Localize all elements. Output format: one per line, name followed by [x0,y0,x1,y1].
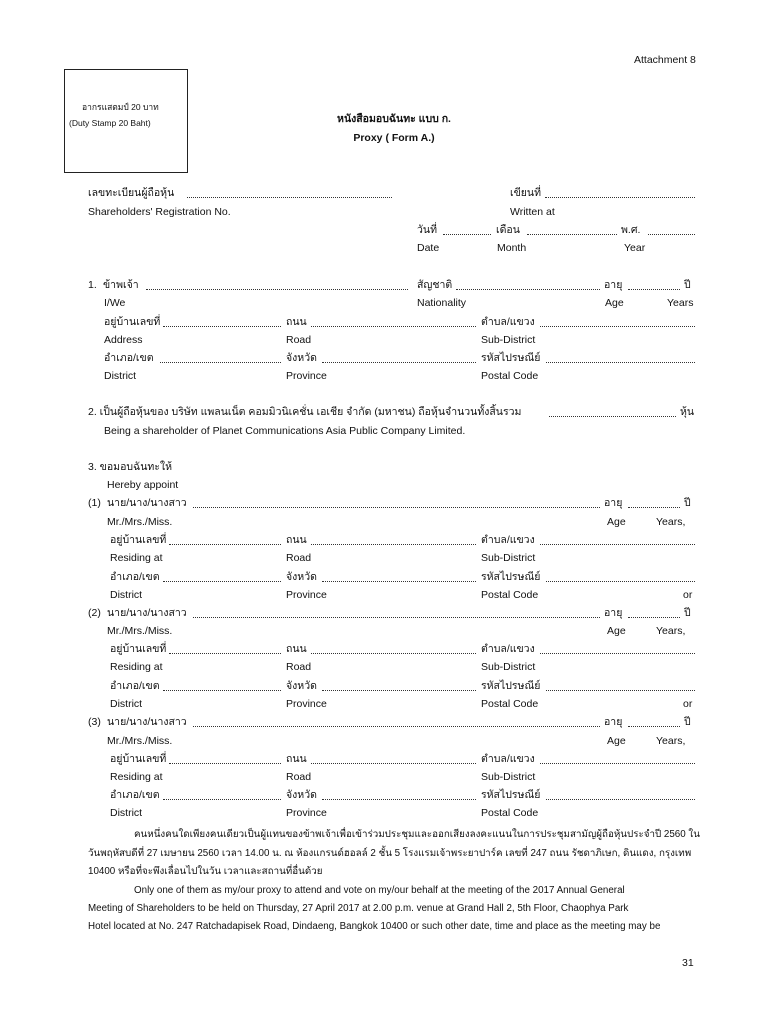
proxy-3-subdistrict-field[interactable] [540,763,695,764]
proxy-1-age-field[interactable] [628,507,680,508]
proxy-3-address-label-th: อยู่บ้านเลขที่ [110,753,167,765]
proxy-1-address-label-th: อยู่บ้านเลขที่ [110,534,167,546]
proxy-3-age-field[interactable] [628,726,680,727]
registration-label-en: Shareholders' Registration No. [88,206,231,218]
year-label-en: Year [624,242,646,254]
proxy-3-address-label-en: Residing at [110,771,163,783]
iwe-label-en: I/We [104,297,126,309]
proxy-1-years-label-en: Years, [656,516,686,528]
proxy-3-province-field[interactable] [322,799,476,800]
paragraph-en-line-1: Only one of them as my/our proxy to attend and vote on my/our behalf at the meeting of the 2017 Annual General [134,885,625,896]
attachment-label: Attachment 8 [634,54,696,66]
proxy-1-name-label-th: นาย/นาง/นางสาว [107,497,187,509]
proxy-3-postal-label-en: Postal Code [481,807,539,819]
proxy-2-district-label-en: District [110,698,143,710]
proxy-3-district-label-en: District [110,807,143,819]
proxy-3-road-label-en: Road [286,771,312,783]
address-field[interactable] [163,326,281,327]
month-label-th: เดือน [496,224,520,236]
proxy-3-name-label-en: Mr./Mrs./Miss. [107,735,173,747]
proxy-1-address-label-en: Residing at [110,552,163,564]
proxy-3-subdistrict-label-en: Sub-District [481,771,536,783]
proxy-2-postal-label-th: รหัสไปรษณีย์ [481,680,541,692]
shares-field[interactable] [549,416,676,417]
stamp-label-en: (Duty Stamp 20 Baht) [69,118,151,128]
paragraph-th-line-1: คนหนึ่งคนใดเพียงคนเดียวเป็นผู้แทนของข้าพเจ้าเพื่อเข้าร่วมประชุมและออกเสียงลงคะแนนในการประชุมสามัญผู้ถือหุ้นประจำปี 2560 ใน [134,829,700,840]
section2-text-en: Being a shareholder of Planet Communications Asia Public Company Limited. [104,425,466,437]
nationality-field[interactable] [456,289,600,290]
proxy-2-or-label: or [683,698,693,710]
proxy-2-age-field[interactable] [628,617,680,618]
page-number: 31 [682,957,694,969]
years-label-th: ปี [684,279,691,291]
proxy-2-postal-field[interactable] [546,690,695,691]
written-at-label-th: เขียนที่ [510,187,542,199]
proxy-3-years-label-en: Years, [656,735,686,747]
registration-label-th: เลขทะเบียนผู้ถือหุ้น [88,187,175,199]
subdistrict-label-th: ตำบล/แขวง [481,316,535,328]
proxy-2-address-label-th: อยู่บ้านเลขที่ [110,643,167,655]
proxy-3-road-field[interactable] [311,763,476,764]
postal-label-th: รหัสไปรษณีย์ [481,352,541,364]
province-label-en: Province [286,370,327,382]
proxy-2-road-label-th: ถนน [286,643,307,655]
province-label-th: จังหวัด [286,352,317,364]
proxy-1-age-label-en: Age [607,516,626,528]
proxy-2-age-label-th: อายุ [604,607,623,619]
proxy-2-district-label-th: อำเภอ/เขต [110,680,160,692]
proxy-3-district-field[interactable] [163,799,281,800]
proxy-1-province-label-en: Province [286,589,327,601]
road-label-th: ถนน [286,316,307,328]
date-label-en: Date [417,242,440,254]
proxy-1-road-label-en: Road [286,552,312,564]
shares-label-th: หุ้น [680,406,695,418]
years-label-en: Years [667,297,694,309]
subdistrict-field[interactable] [540,326,695,327]
proxy-3-address-field[interactable] [169,763,281,764]
proxy-1-province-field[interactable] [322,581,476,582]
proxy-2-name-label-th: นาย/นาง/นางสาว [107,607,187,619]
proxy-3-province-label-en: Province [286,807,327,819]
proxy-1-years-label-th: ปี [684,497,691,509]
proxy-2-province-label-th: จังหวัด [286,680,317,692]
proxy-2-years-label-th: ปี [684,607,691,619]
district-field[interactable] [160,362,281,363]
proxy-2-subdistrict-field[interactable] [540,653,695,654]
proxy-1-postal-field[interactable] [546,581,695,582]
address-label-th: อยู่บ้านเลขที่ [104,316,161,328]
proxy-1-or-label: or [683,589,693,601]
paragraph-th-line-2: วันพฤหัสบดีที่ 27 เมษายน 2560 เวลา 14.00 น. ณ ห้องแกรนด์ฮอลล์ 2 ชั้น 5 โรงแรมเจ้าพระยาปาร์ค เลขที่ 247 ถนน รัชดาภิเษก, ดินแดง, กรุงเทพ [88,848,692,859]
postal-label-en: Postal Code [481,370,539,382]
proxy-1-address-field[interactable] [169,544,281,545]
section1-number: 1. [88,279,97,291]
written-at-label-en: Written at [510,206,555,218]
proxy-2-road-label-en: Road [286,661,312,673]
address-label-en: Address [104,334,143,346]
proxy-2-years-label-en: Years, [656,625,686,637]
proxy-3-name-label-th: นาย/นาง/นางสาว [107,716,187,728]
proxy-2-province-label-en: Province [286,698,327,710]
proxy-1-postal-label-th: รหัสไปรษณีย์ [481,571,541,583]
proxy-1-road-label-th: ถนน [286,534,307,546]
paragraph-en-line-2: Meeting of Shareholders to be held on Thursday, 27 April 2017 at 2.00 p.m. venue at Grand Hall 2, 5th Floor, Chaophya Park [88,903,629,914]
section2-text-th: 2. เป็นผู้ถือหุ้นของ บริษัท แพลนเน็ต คอมมิวนิเคชั่น เอเชีย จำกัด (มหาชน) ถือหุ้นจำนวนทั้งสิ้นรวม [88,406,522,418]
iwe-field[interactable] [146,289,408,290]
written-at-field[interactable] [545,197,695,198]
proxy-3-number: (3) [88,716,101,728]
proxy-2-name-label-en: Mr./Mrs./Miss. [107,625,173,637]
proxy-2-road-field[interactable] [311,653,476,654]
form-title-th: หนังสือมอบฉันทะ แบบ ก. [337,113,451,125]
proxy-3-postal-field[interactable] [546,799,695,800]
month-label-en: Month [497,242,527,254]
district-label-th: อำเภอ/เขต [104,352,154,364]
proxy-1-district-field[interactable] [163,581,281,582]
proxy-3-age-label-en: Age [607,735,626,747]
road-label-en: Road [286,334,312,346]
road-field[interactable] [311,326,476,327]
age-label-th: อายุ [604,279,623,291]
age-field[interactable] [628,289,680,290]
proxy-2-name-field[interactable] [193,617,600,618]
proxy-2-postal-label-en: Postal Code [481,698,539,710]
proxy-1-postal-label-en: Postal Code [481,589,539,601]
postal-field[interactable] [546,362,695,363]
proxy-2-address-label-en: Residing at [110,661,163,673]
district-label-en: District [104,370,137,382]
paragraph-th-line-3: 10400 หรือที่จะพึงเลื่อนไปในวัน เวลาและสถานที่อื่นด้วย [88,866,323,877]
proxy-1-subdistrict-field[interactable] [540,544,695,545]
registration-field[interactable] [187,197,392,198]
proxy-1-subdistrict-label-en: Sub-District [481,552,536,564]
proxy-1-subdistrict-label-th: ตำบล/แขวง [481,534,535,546]
date-field[interactable] [443,234,491,235]
proxy-3-subdistrict-label-th: ตำบล/แขวง [481,753,535,765]
proxy-3-road-label-th: ถนน [286,753,307,765]
proxy-1-name-label-en: Mr./Mrs./Miss. [107,516,173,528]
paragraph-en-line-3: Hotel located at No. 247 Ratchadapisek Road, Dindaeng, Bangkok 10400 or such other date, time and place as the meeting may be [88,921,661,932]
iwe-label-th: ข้าพเจ้า [103,279,139,291]
proxy-3-age-label-th: อายุ [604,716,623,728]
proxy-2-address-field[interactable] [169,653,281,654]
date-label-th: วันที่ [417,224,437,236]
proxy-3-postal-label-th: รหัสไปรษณีย์ [481,789,541,801]
proxy-2-subdistrict-label-th: ตำบล/แขวง [481,643,535,655]
subdistrict-label-en: Sub-District [481,334,536,346]
province-field[interactable] [322,362,476,363]
proxy-3-district-label-th: อำเภอ/เขต [110,789,160,801]
proxy-2-subdistrict-label-en: Sub-District [481,661,536,673]
nationality-label-en: Nationality [417,297,467,309]
proxy-2-age-label-en: Age [607,625,626,637]
proxy-1-road-field[interactable] [311,544,476,545]
proxy-1-province-label-th: จังหวัด [286,571,317,583]
proxy-1-district-label-th: อำเภอ/เขต [110,571,160,583]
proxy-1-name-field[interactable] [193,507,600,508]
section3-heading-th: 3. ขอมอบฉันทะให้ [88,461,172,473]
proxy-1-age-label-th: อายุ [604,497,623,509]
proxy-3-province-label-th: จังหวัด [286,789,317,801]
proxy-2-district-field[interactable] [163,690,281,691]
proxy-3-years-label-th: ปี [684,716,691,728]
stamp-label-th: อากรแสตมป์ 20 บาท [82,102,159,112]
proxy-3-name-field[interactable] [193,726,600,727]
proxy-1-number: (1) [88,497,101,509]
form-title-en: Proxy ( Form A.) [353,132,435,144]
age-label-en: Age [605,297,624,309]
proxy-2-province-field[interactable] [322,690,476,691]
year-label-th: พ.ศ. [621,224,641,236]
month-field[interactable] [527,234,617,235]
proxy-2-number: (2) [88,607,101,619]
year-field[interactable] [648,234,695,235]
section3-heading-en: Hereby appoint [107,479,179,491]
proxy-1-district-label-en: District [110,589,143,601]
nationality-label-th: สัญชาติ [417,279,453,291]
